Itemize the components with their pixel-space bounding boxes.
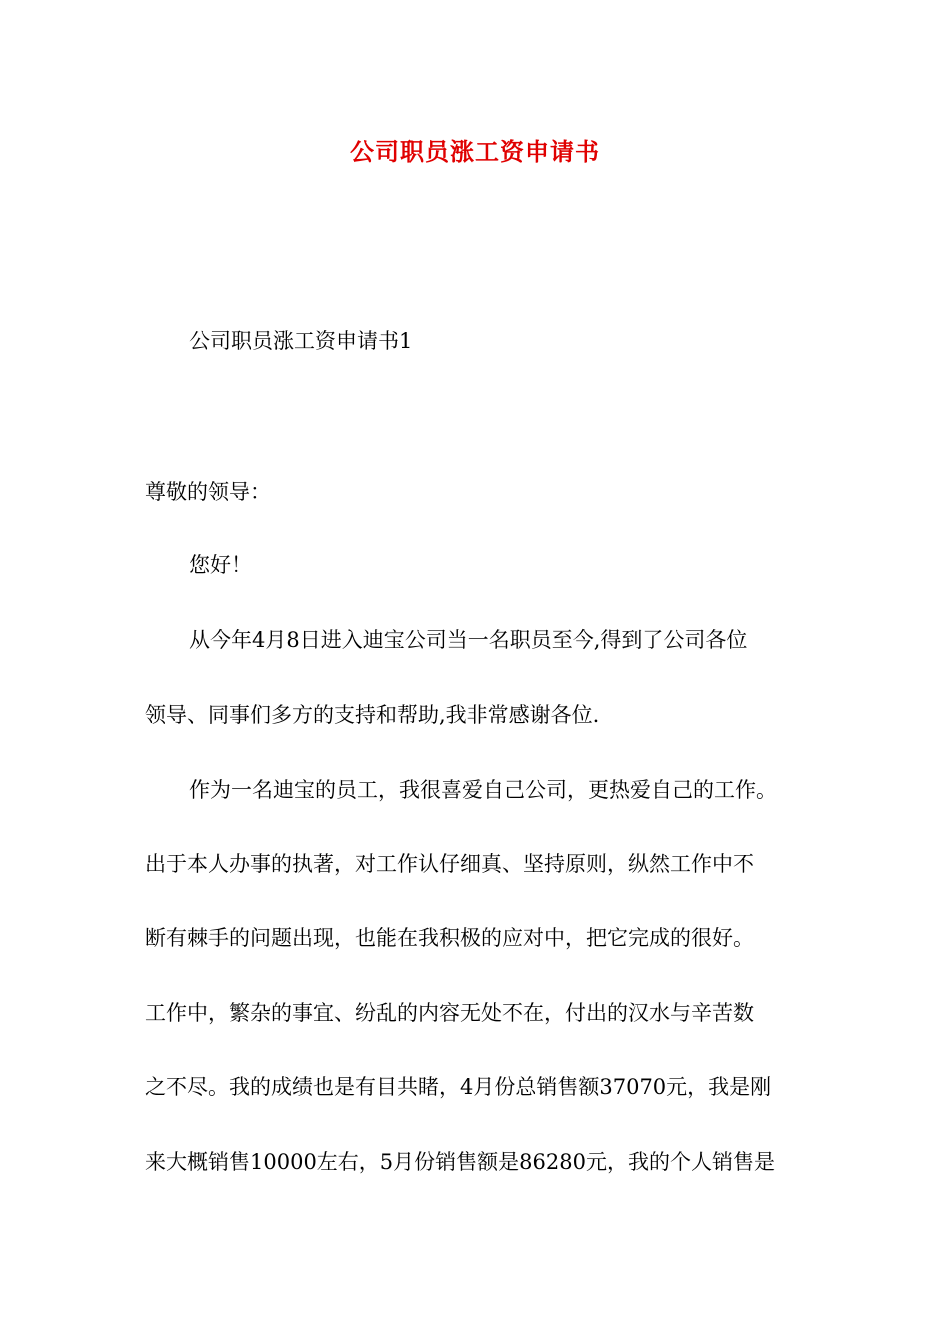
- document-subtitle: 公司职员涨工资申请书1: [189, 329, 413, 353]
- body-line-7: 之不尽。我的成绩也是有目共睹，4月份总销售额37070元，我是刚: [145, 1075, 772, 1099]
- greeting: 您好！: [189, 553, 252, 577]
- body-line-2: 领导、同事们多方的支持和帮助,我非常感谢各位.: [145, 703, 600, 727]
- body-line-8: 来大概销售10000左右，5月份销售额是86280元，我的个人销售是: [145, 1150, 775, 1174]
- body-line-3: 作为一名迪宝的员工，我很喜爱自己公司，更热爱自己的工作。: [189, 778, 777, 802]
- body-line-6: 工作中，繁杂的事宜、纷乱的内容无处不在，付出的汉水与辛苦数: [145, 1001, 754, 1025]
- salutation: 尊敬的领导：: [145, 480, 271, 504]
- body-line-5: 断有棘手的问题出现，也能在我积极的应对中，把它完成的很好。: [145, 926, 754, 950]
- document-title: 公司职员涨工资申请书: [350, 137, 600, 166]
- body-line-4: 出于本人办事的执著，对工作认仔细真、坚持原则，纵然工作中不: [145, 852, 754, 876]
- body-line-1: 从今年4月8日进入迪宝公司当一名职员至今,得到了公司各位: [189, 628, 748, 652]
